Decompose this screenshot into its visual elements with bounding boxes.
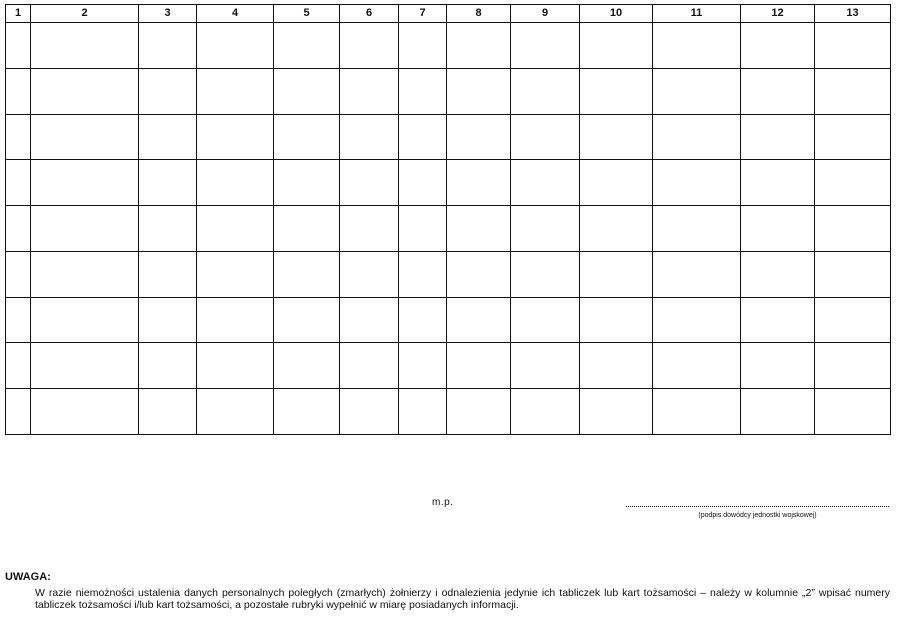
table-cell bbox=[653, 68, 741, 114]
table-cell bbox=[274, 389, 340, 435]
table-cell bbox=[139, 389, 197, 435]
table-cell bbox=[741, 297, 815, 343]
table-cell bbox=[274, 206, 340, 252]
table-cell bbox=[447, 251, 511, 297]
table-cell bbox=[139, 160, 197, 206]
table-cell bbox=[197, 68, 274, 114]
table-cell bbox=[399, 343, 447, 389]
table-cell bbox=[31, 68, 139, 114]
table-cell bbox=[6, 206, 31, 252]
column-header-2: 2 bbox=[31, 5, 139, 23]
data-table bbox=[5, 4, 891, 435]
column-header-13: 13 bbox=[815, 5, 891, 23]
table-cell bbox=[511, 389, 580, 435]
table-cell bbox=[653, 23, 741, 69]
table-row bbox=[6, 23, 891, 69]
table-cell bbox=[653, 251, 741, 297]
table-cell bbox=[741, 68, 815, 114]
table-cell bbox=[447, 68, 511, 114]
table-cell bbox=[741, 206, 815, 252]
table-cell bbox=[741, 160, 815, 206]
table-row bbox=[6, 68, 891, 114]
table-cell bbox=[815, 251, 891, 297]
table-cell bbox=[580, 114, 653, 160]
table-cell bbox=[31, 114, 139, 160]
table-cell bbox=[139, 114, 197, 160]
table-cell bbox=[580, 206, 653, 252]
table-cell bbox=[6, 389, 31, 435]
table-cell bbox=[6, 160, 31, 206]
table-cell bbox=[139, 251, 197, 297]
table-cell bbox=[197, 343, 274, 389]
column-header-7: 7 bbox=[399, 5, 447, 23]
table-cell bbox=[31, 206, 139, 252]
table-cell bbox=[580, 251, 653, 297]
table-cell bbox=[580, 68, 653, 114]
table-row bbox=[6, 389, 891, 435]
table-cell bbox=[741, 114, 815, 160]
stamp-label: m.p. bbox=[432, 497, 454, 508]
table-cell bbox=[399, 23, 447, 69]
table-cell bbox=[511, 160, 580, 206]
table-cell bbox=[197, 23, 274, 69]
table-cell bbox=[399, 206, 447, 252]
table-cell bbox=[511, 68, 580, 114]
table-cell bbox=[511, 114, 580, 160]
table-cell bbox=[815, 343, 891, 389]
table-cell bbox=[340, 23, 399, 69]
table-cell bbox=[815, 389, 891, 435]
table-cell bbox=[447, 114, 511, 160]
table-cell bbox=[6, 297, 31, 343]
table-cell bbox=[815, 160, 891, 206]
table-cell bbox=[511, 23, 580, 69]
table-cell bbox=[340, 68, 399, 114]
column-header-6: 6 bbox=[340, 5, 399, 23]
table-cell bbox=[815, 68, 891, 114]
note-text: W razie niemożności ustalenia danych personalnych poległych (zmarłych) żołnierzy i odnalezienia jedynie ich tabliczek lub kart tożsamości – należy w kolumnie „2” wpisać numery tabliczek tożsamości i/lub kart tożsamości, a pozostałe rubryki wypełnić w miarę posiadanych informacji. bbox=[35, 587, 890, 611]
column-header-10: 10 bbox=[580, 5, 653, 23]
table-cell bbox=[6, 251, 31, 297]
table-cell bbox=[274, 68, 340, 114]
table-row bbox=[6, 206, 891, 252]
table-row bbox=[6, 343, 891, 389]
table-cell bbox=[653, 114, 741, 160]
table-cell bbox=[139, 343, 197, 389]
table-cell bbox=[511, 297, 580, 343]
table-cell bbox=[340, 251, 399, 297]
table-cell bbox=[399, 251, 447, 297]
column-header-3: 3 bbox=[139, 5, 197, 23]
table-cell bbox=[653, 160, 741, 206]
table-cell bbox=[274, 23, 340, 69]
table-cell bbox=[447, 160, 511, 206]
table-cell bbox=[274, 343, 340, 389]
table-body bbox=[6, 23, 891, 435]
table-row bbox=[6, 114, 891, 160]
table-cell bbox=[31, 343, 139, 389]
table-cell bbox=[580, 160, 653, 206]
table-cell bbox=[447, 23, 511, 69]
table-cell bbox=[31, 160, 139, 206]
header-row bbox=[6, 5, 891, 23]
table-cell bbox=[197, 389, 274, 435]
table-cell bbox=[274, 251, 340, 297]
column-header-1: 1 bbox=[6, 5, 31, 23]
table-cell bbox=[340, 343, 399, 389]
table-cell bbox=[274, 160, 340, 206]
column-header-8: 8 bbox=[447, 5, 511, 23]
table-cell bbox=[6, 114, 31, 160]
column-header-11: 11 bbox=[653, 5, 741, 23]
table-cell bbox=[741, 23, 815, 69]
signature-line bbox=[626, 506, 889, 507]
table-cell bbox=[815, 297, 891, 343]
table-cell bbox=[31, 389, 139, 435]
table-cell bbox=[653, 297, 741, 343]
table-cell bbox=[815, 114, 891, 160]
table-cell bbox=[399, 68, 447, 114]
table-cell bbox=[653, 343, 741, 389]
table-cell bbox=[741, 389, 815, 435]
table-cell bbox=[197, 297, 274, 343]
table-cell bbox=[139, 23, 197, 69]
table-row bbox=[6, 251, 891, 297]
table-cell bbox=[511, 343, 580, 389]
table-cell bbox=[139, 68, 197, 114]
table-cell bbox=[580, 343, 653, 389]
table-cell bbox=[580, 297, 653, 343]
note-title: UWAGA: bbox=[5, 571, 51, 583]
table-cell bbox=[340, 389, 399, 435]
table-cell bbox=[139, 206, 197, 252]
table-row bbox=[6, 297, 891, 343]
table-cell bbox=[31, 251, 139, 297]
table-cell bbox=[197, 206, 274, 252]
table-cell bbox=[340, 114, 399, 160]
column-header-5: 5 bbox=[274, 5, 340, 23]
table-cell bbox=[447, 206, 511, 252]
table-cell bbox=[447, 343, 511, 389]
table-cell bbox=[511, 251, 580, 297]
table-cell bbox=[399, 297, 447, 343]
table-cell bbox=[340, 206, 399, 252]
column-header-4: 4 bbox=[197, 5, 274, 23]
table-cell bbox=[580, 389, 653, 435]
column-header-9: 9 bbox=[511, 5, 580, 23]
table-cell bbox=[741, 251, 815, 297]
column-header-12: 12 bbox=[741, 5, 815, 23]
table-cell bbox=[580, 23, 653, 69]
table-cell bbox=[139, 297, 197, 343]
signature-caption: (podpis dowódcy jednostki wojskowej) bbox=[698, 512, 817, 519]
table-cell bbox=[399, 160, 447, 206]
table-cell bbox=[399, 389, 447, 435]
table-row bbox=[6, 160, 891, 206]
table-cell bbox=[511, 206, 580, 252]
table-cell bbox=[6, 23, 31, 69]
table-cell bbox=[31, 23, 139, 69]
table-cell bbox=[447, 297, 511, 343]
table-cell bbox=[815, 206, 891, 252]
table-cell bbox=[653, 389, 741, 435]
table-cell bbox=[6, 343, 31, 389]
table-cell bbox=[340, 297, 399, 343]
table-cell bbox=[197, 160, 274, 206]
table-cell bbox=[653, 206, 741, 252]
table-cell bbox=[815, 23, 891, 69]
table-cell bbox=[447, 389, 511, 435]
table-cell bbox=[340, 160, 399, 206]
table-cell bbox=[274, 297, 340, 343]
table-cell bbox=[274, 114, 340, 160]
table-cell bbox=[6, 68, 31, 114]
table-cell bbox=[197, 251, 274, 297]
table-cell bbox=[197, 114, 274, 160]
table-cell bbox=[31, 297, 139, 343]
table-cell bbox=[399, 114, 447, 160]
table-cell bbox=[741, 343, 815, 389]
